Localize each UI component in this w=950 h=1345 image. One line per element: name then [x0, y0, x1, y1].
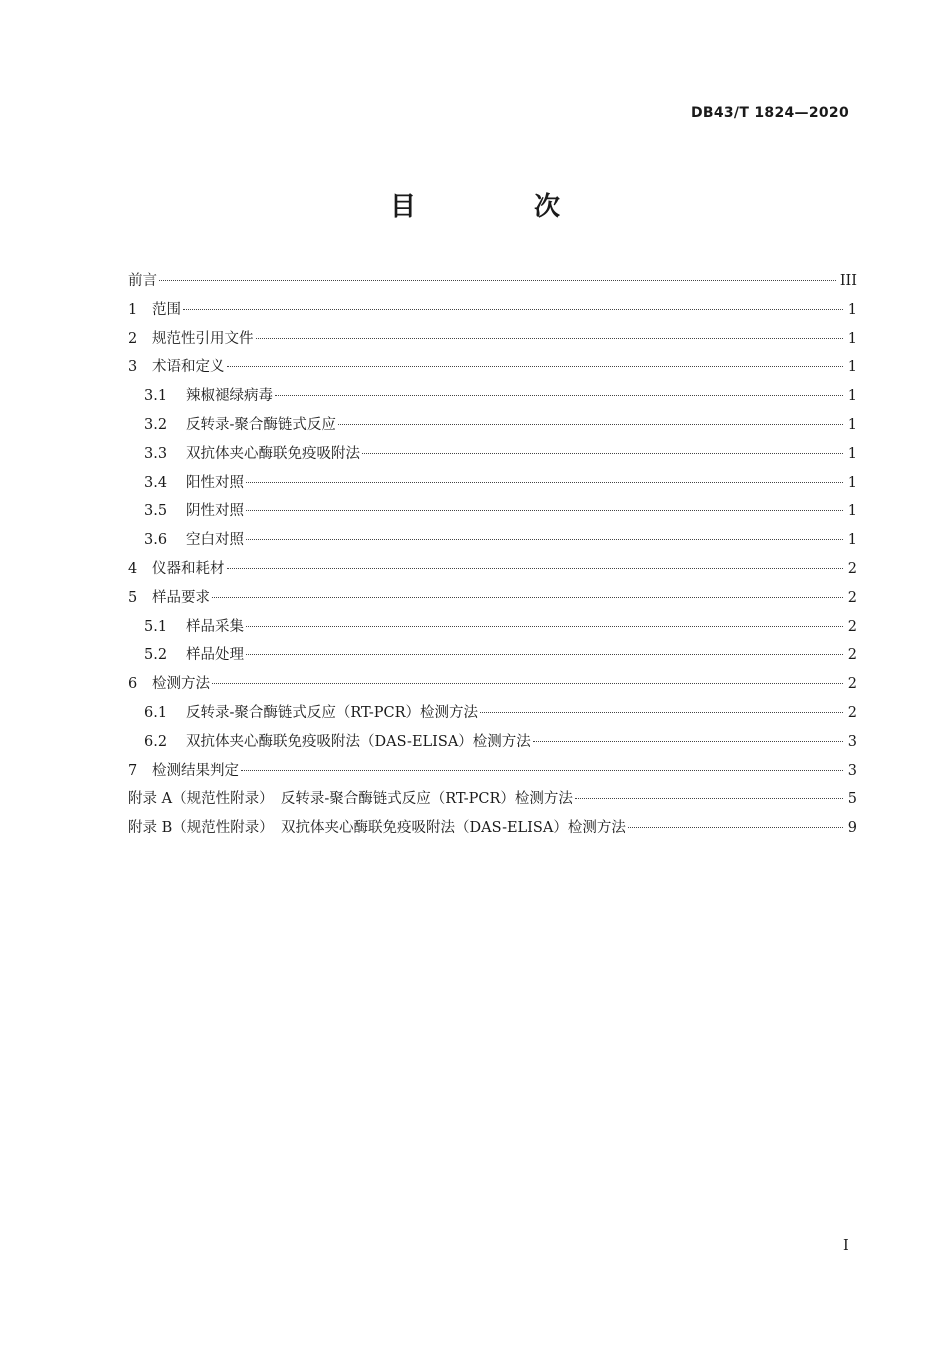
- toc-dot-leader: [212, 683, 843, 684]
- toc-entry[interactable]: [128, 699, 857, 728]
- toc-entry-number: 2: [128, 330, 138, 347]
- toc-entry-page: 3: [847, 733, 857, 750]
- toc-entry[interactable]: [128, 440, 857, 469]
- toc-entry[interactable]: [128, 497, 857, 526]
- toc-entry[interactable]: [128, 814, 857, 843]
- toc-entry[interactable]: [128, 584, 857, 613]
- toc-entry[interactable]: [128, 353, 857, 382]
- toc-entry[interactable]: [128, 411, 857, 440]
- toc-entry-number: 3.4: [144, 474, 168, 491]
- toc-entry-title: 范围: [152, 301, 181, 318]
- toc-entry[interactable]: [128, 469, 857, 498]
- toc-entry[interactable]: [128, 785, 857, 814]
- toc-entry-title: 检测方法: [152, 676, 210, 693]
- toc-entry-title: 仪器和耗材: [152, 560, 225, 577]
- toc-entry-number: 6.1: [144, 704, 168, 721]
- toc-entry-title: 阴性对照: [186, 503, 244, 520]
- toc-entry-number: 5.1: [144, 618, 168, 635]
- toc-entry-number: 1: [128, 301, 138, 318]
- toc-dot-leader: [246, 539, 843, 540]
- toc-entry-page: 5: [847, 791, 857, 808]
- toc-dot-leader: [628, 827, 843, 828]
- toc-entry-title: 反转录-聚合酶链式反应（RT-PCR）检测方法: [186, 704, 479, 721]
- toc-entry-page: 1: [847, 503, 857, 520]
- toc-dot-leader: [256, 338, 844, 339]
- toc-entry-page: 2: [847, 618, 857, 635]
- toc-entry-page: 3: [847, 762, 857, 779]
- toc-entry-title: 前言: [128, 273, 157, 289]
- toc-entry-number: 3: [128, 359, 138, 376]
- toc-entry-number: 7: [128, 762, 138, 779]
- toc-dot-leader: [227, 366, 844, 367]
- toc-entry-page: 1: [847, 416, 857, 433]
- toc-entry-title: 双抗体夹心酶联免疫吸附法（DAS-ELISA）检测方法: [186, 733, 531, 750]
- toc-entry-number: 3.5: [144, 503, 168, 520]
- toc-entry[interactable]: [128, 382, 857, 411]
- toc-entry-title: 反转录-聚合酶链式反应: [186, 416, 336, 433]
- toc-entry-page: 1: [847, 359, 857, 376]
- toc-entry-title: 空白对照: [186, 532, 244, 549]
- toc-entry[interactable]: [128, 641, 857, 670]
- toc-dot-leader: [246, 482, 843, 483]
- table-of-contents: [128, 267, 857, 843]
- toc-entry-number: 4: [128, 560, 138, 577]
- toc-entry-number: 3.3: [144, 445, 168, 462]
- toc-entry-page: 9: [847, 820, 857, 837]
- toc-dot-leader: [575, 798, 843, 799]
- toc-dot-leader: [338, 424, 843, 425]
- toc-entry-number: 3.2: [144, 416, 168, 433]
- toc-entry-page: 2: [847, 647, 857, 664]
- toc-entry[interactable]: [128, 555, 857, 584]
- toc-dot-leader: [480, 712, 843, 713]
- toc-entry-page: 1: [847, 445, 857, 462]
- toc-entry-page: 1: [847, 388, 857, 405]
- toc-entry-number: 5.2: [144, 647, 168, 664]
- toc-entry-title: 术语和定义: [152, 359, 225, 376]
- toc-dot-leader: [241, 770, 843, 771]
- toc-entry[interactable]: [128, 325, 857, 354]
- toc-entry[interactable]: [128, 757, 857, 786]
- toc-dot-leader: [362, 453, 843, 454]
- toc-entry-title: 双抗体夹心酶联免疫吸附法: [186, 445, 360, 462]
- toc-entry-number: 5: [128, 589, 138, 606]
- toc-entry[interactable]: [128, 728, 857, 757]
- toc-entry-number: 6.2: [144, 733, 168, 750]
- toc-entry-page: 2: [847, 704, 857, 721]
- toc-dot-leader: [246, 654, 843, 655]
- toc-entry-page: 1: [847, 474, 857, 491]
- toc-entry-page: 2: [847, 560, 857, 577]
- toc-dot-leader: [246, 626, 843, 627]
- toc-entry-title: 辣椒褪绿病毒: [186, 388, 273, 405]
- toc-entry-page: 1: [847, 532, 857, 549]
- toc-dot-leader: [212, 597, 843, 598]
- toc-entry[interactable]: [128, 526, 857, 555]
- toc-entry-title: 规范性引用文件: [152, 330, 254, 347]
- toc-entry[interactable]: [128, 296, 857, 325]
- toc-dot-leader: [275, 395, 843, 396]
- toc-dot-leader: [227, 568, 844, 569]
- toc-entry-title: 检测结果判定: [152, 762, 239, 779]
- toc-entry[interactable]: [128, 267, 857, 296]
- toc-entry-page: 1: [847, 301, 857, 318]
- toc-entry-number: 3.1: [144, 388, 168, 405]
- toc-entry-title: 附录 A（规范性附录） 反转录-聚合酶链式反应（RT-PCR）检测方法: [128, 791, 573, 808]
- toc-entry-title: 样品处理: [186, 647, 244, 664]
- toc-entry[interactable]: [128, 670, 857, 699]
- document-code: DB43/T 1824—2020: [690, 105, 849, 121]
- toc-entry-title: 样品要求: [152, 589, 210, 606]
- toc-entry-number: 6: [128, 676, 138, 693]
- toc-entry-title: 附录 B（规范性附录） 双抗体夹心酶联免疫吸附法（DAS-ELISA）检测方法: [128, 820, 626, 837]
- toc-entry-number: 3.6: [144, 532, 168, 549]
- toc-dot-leader: [159, 280, 836, 281]
- page-number: I: [843, 1238, 849, 1254]
- toc-entry-title: 阳性对照: [186, 474, 244, 491]
- toc-entry-page: III: [839, 273, 857, 289]
- toc-entry-page: 2: [847, 589, 857, 606]
- toc-entry-page: 1: [847, 330, 857, 347]
- toc-entry-page: 2: [847, 676, 857, 693]
- toc-dot-leader: [246, 510, 843, 511]
- toc-dot-leader: [183, 309, 843, 310]
- toc-entry-title: 样品采集: [186, 618, 244, 635]
- toc-dot-leader: [533, 741, 843, 742]
- page-title: 目 次: [389, 192, 606, 222]
- toc-entry[interactable]: [128, 613, 857, 642]
